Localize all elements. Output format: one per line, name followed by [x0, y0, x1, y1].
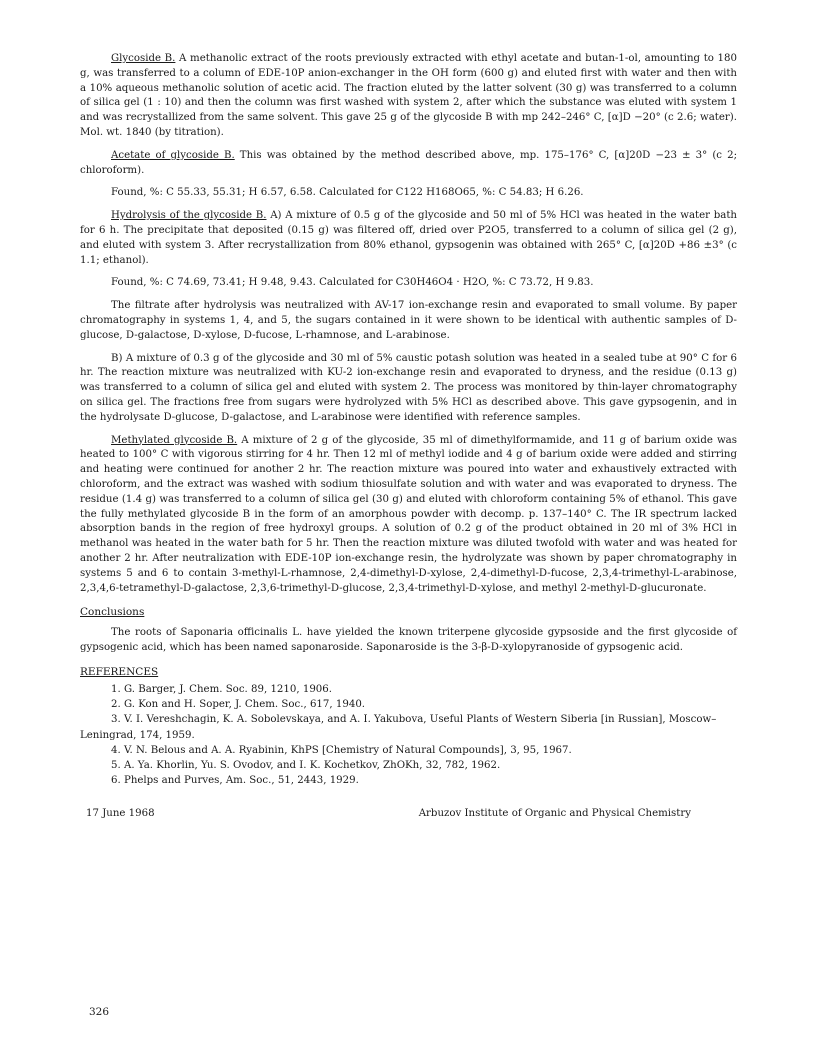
reference-item: 6. Phelps and Purves, Am. Soc., 51, 2443, 1929.	[111, 775, 359, 787]
para-lead: Methylated glycoside B.	[111, 434, 238, 446]
reference-item: 1. G. Barger, J. Chem. Soc. 89, 1210, 1906.	[111, 683, 333, 695]
references-heading: REFERENCES	[80, 665, 159, 678]
footer	[80, 808, 737, 819]
para-found-acetate: Found, %: C 55.33, 55.31; H 6.57, 6.58. Calculated for C122 H168O65, %: C 54.83; H 6.26.	[111, 187, 584, 199]
para-lead: Hydrolysis of the glycoside B.	[111, 210, 267, 222]
reference-list	[80, 682, 737, 788]
para-hydrolysis-b: B) A mixture of 0.3 g of the glycoside and 30 ml of 5% caustic potash solution was heated in a sealed tube at 90° C for 6 hr. The reaction mixture was neutralized with KU-2 ion-exchange resin and evaporated to dryness, and the residue (0.13 g) was transferred to a column of silica gel and eluted with system 2. The process was monitored by thin-layer chromatography on silica gel. The fractions free from sugars were hydrolyzed with 5% HCl as described above. This gave gypsogenin, and in the hydrolysate D-glucose, D-galactose, and L-arabinose were identified with reference samples.	[80, 352, 737, 423]
para-text: A mixture of 2 g of the glycoside, 35 ml of dimethylformamide, and 11 g of barium oxide was heated to 100° C with vigorous stirring for 4 hr. Then 12 ml of methyl iodide and 4 g of barium oxide were added and stirring and heating were continued for another 2 hr. The reaction mixture was poured into water and exhaustively extracted with chloroform, and the extract was washed with sodium thiosulfate solution and with water and was evaporated to dryness. The residue (1.4 g) was transferred to a column of silica gel (30 g) and eluted with chloroform containing 5% of ethanol. This gave the fully methylated glycoside B in the form of an amorphous powder with decomp. p. 137–140° C. The IR spectrum lacked absorption bands in the region of free hydroxyl groups. A solution of 0.2 g of the product obtained in 20 ml of 3% HCl in methanol was heated in the water bath for 5 hr. Then the reaction mixture was diluted twofold with water and was heated for another 2 hr. After neutralization with EDE-10P ion-exchange resin, the hydrolyzate was shown by paper chromatography in systems 5 and 6 to contain 3-methyl-L-rhamnose, 2,4-dimethyl-D-xylose, 2,4-dimethyl-D-fucose, 2,3,4-trimethyl-L-arabinose, 2,3,4,6-tetramethyl-D-galactose, 2,3,6-trimethyl-D-glucose, 2,3,4-trimethyl-D-xylose, and methyl 2-methyl-D-glucuronate.	[80, 434, 737, 594]
conclusions-text: The roots of Saponaria officinalis L. have yielded the known triterpene glycoside gypsoside and the first glycoside of gypsogenic acid, which has been named saponaroside. Saponaroside is the 3-β-D-xylopyranoside of gypsogenic acid.	[80, 627, 737, 654]
conclusions-heading: Conclusions	[80, 606, 145, 619]
para-text: A methanolic extract of the roots previously extracted with ethyl acetate and butan-1-ol, amounting to 180 g, was transferred to a column of EDE-10P anion-exchanger in the OH form (600 g) and eluted first with water and then with a 10% aqueous methanolic solution of acetic acid. The fraction eluted by the latter solvent (30 g) was transferred to a column of silica gel (1 : 10) and then the column was first washed with system 2, after which the substance was eluted with system 1 and was recrystallized from the same solvent. This gave 25 g of the glycoside B with mp 242–246° C, [α]D −20° (c 2.6; water). Mol. wt. 1840 (by titration).	[80, 53, 738, 138]
para-acetate	[80, 149, 737, 179]
footer-date: 17 June 1968	[86, 808, 155, 820]
para-text: This was obtained by the method described above, mp. 175–176° C, [α]20D −23 ± 3° (c 2; chloroform).	[80, 149, 737, 176]
para-lead: Glycoside B.	[111, 53, 176, 64]
reference-item: 5. A. Ya. Khorlin, Yu. S. Ovodov, and I. K. Kochetkov, ZhOKh, 32, 782, 1962.	[111, 759, 501, 771]
reference-item: 3. V. I. Vereshchagin, K. A. Sobolevskaya, and A. I. Yakubova, Useful Plants of Western Siberia [in Russian], Moscow–Leningrad, 174, 1959.	[80, 714, 717, 741]
reference-item: 4. V. N. Belous and A. A. Ryabinin, KhPS [Chemistry of Natural Compounds], 3, 95, 1967.	[111, 744, 572, 756]
para-glycoside-b	[80, 52, 737, 141]
para-found-gypsogenin: Found, %: C 74.69, 73.41; H 9.48, 9.43. Calculated for C30H46O4 · H2O, %: C 73.72, H 9.83.	[111, 277, 594, 289]
page-number: 326	[89, 1006, 110, 1018]
footer-institute: Arbuzov Institute of Organic and Physical Chemistry	[418, 808, 691, 820]
reference-item: 2. G. Kon and H. Soper, J. Chem. Soc., 617, 1940.	[111, 699, 366, 711]
article-body	[80, 52, 737, 819]
para-text: A) A mixture of 0.5 g of the glycoside and 50 ml of 5% HCl was heated in the water bath for 6 h. The precipitate that deposited (0.15 g) was filtered off, dried over P2O5, transferred to a column of silica gel (2 g), and eluted with system 3. After recrystallization from 80% ethanol, gypsogenin was obtained with 265° C, [α]20D +86 ±3° (c 1.1; ethanol).	[80, 210, 737, 266]
para-hydrolysis	[80, 209, 737, 268]
para-methylated	[80, 434, 737, 597]
para-filtrate: The filtrate after hydrolysis was neutralized with AV-17 ion-exchange resin and evaporated to small volume. By paper chromatography in systems 1, 4, and 5, the sugars contained in it were shown to be identical with authentic samples of D-glucose, D-galactose, D-xylose, D-fucose, L-rhamnose, and L-arabinose.	[80, 300, 737, 341]
para-lead: Acetate of glycoside B.	[111, 149, 235, 161]
